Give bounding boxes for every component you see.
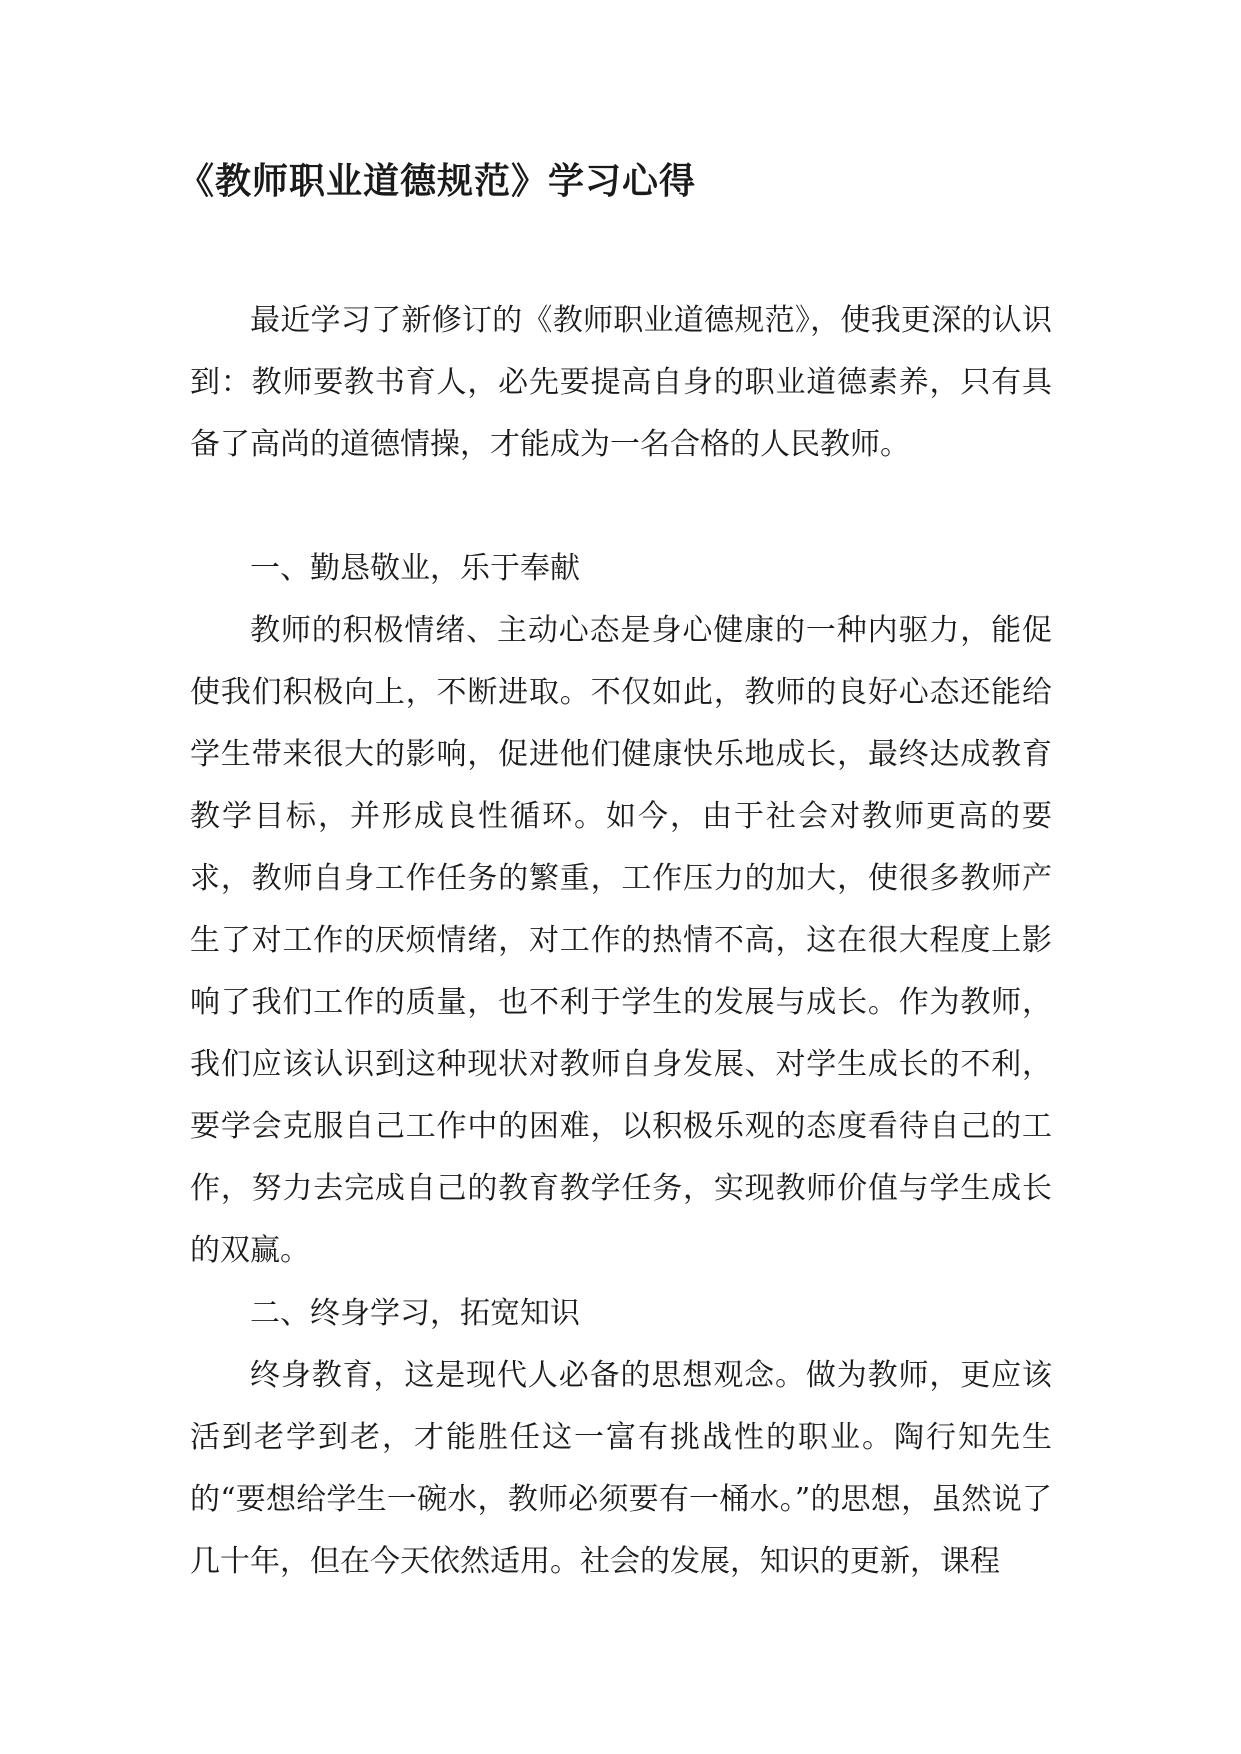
section-1-heading: 一、勤恳敬业，乐于奉献 — [250, 551, 580, 586]
document-title: 《教师职业道德规范》学习心得 — [178, 161, 697, 202]
section-2-heading: 二、终身学习，拓宽知识 — [250, 1296, 580, 1331]
intro-paragraph: 最近学习了新修订的《教师职业道德规范》，使我更深的认识到：教师要教书育人，必先要提高自身的职业道德素养，只有具备了高尚的道德情操，才能成为一名合格的人民教师。 — [190, 303, 1052, 462]
section-2-paragraph: 终身教育，这是现代人必备的思想观念。做为教师，更应该活到老学到老，才能胜任这一富有挑战性的职业。陶行知先生的“要想给学生一碗水，教师必须要有一桶水。”的思想，虽然说了几十年，但在今天依然适用。社会的发展，知识的更新，课程 — [190, 1358, 1052, 1579]
section-1-paragraph: 教师的积极情绪、主动心态是身心健康的一种内驱力，能促使我们积极向上，不断进取。不仅如此，教师的良好心态还能给学生带来很大的影响，促进他们健康快乐地成长，最终达成教育教学目标，并形成良性循环。如今，由于社会对教师更高的要求，教师自身工作任务的繁重，工作压力的加大，使很多教师产生了对工作的厌烦情绪，对工作的热情不高，这在很大程度上影响了我们工作的质量，也不利于学生的发展与成长。作为教师，我们应该认识到这种现状对教师自身发展、对学生成长的不利，要学会克服自己工作中的困难，以积极乐观的态度看待自己的工作，努力去完成自己的教育教学任务，实现教师价值与学生成长的双赢。 — [190, 613, 1052, 1268]
